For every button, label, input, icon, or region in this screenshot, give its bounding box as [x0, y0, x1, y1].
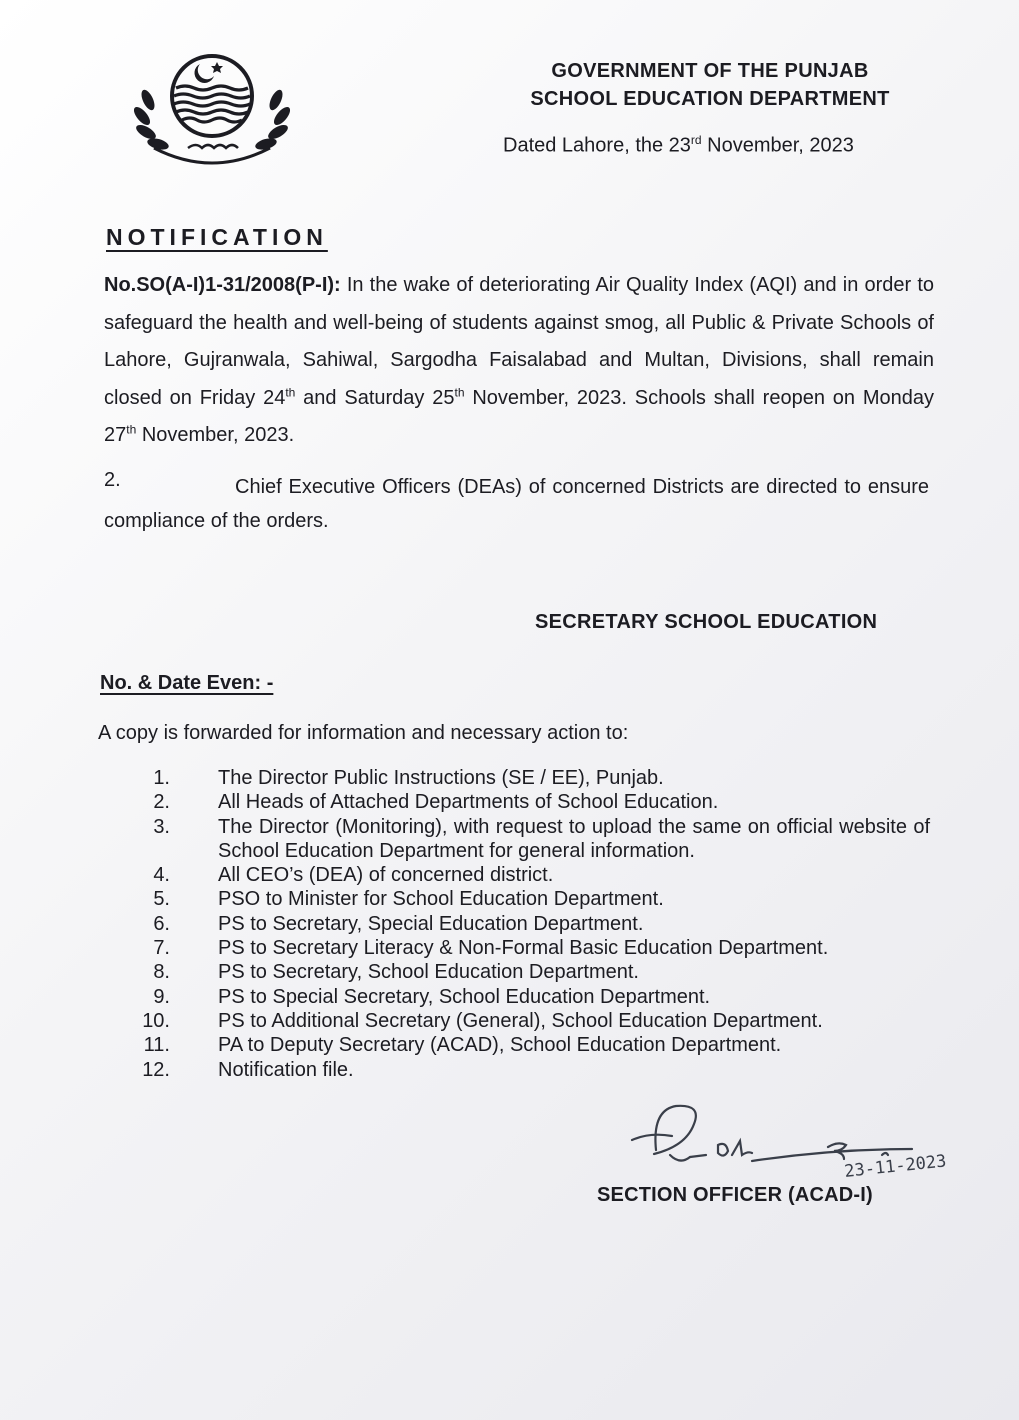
government-title: GOVERNMENT OF THE PUNJAB	[551, 60, 869, 82]
notification-paragraph-2: Chief Executive Officers (DEAs) of concerned Districts are directed to ensure compliance of the orders.	[104, 476, 929, 532]
list-item: 9. PS to Special Secretary, School Education Department.	[153, 985, 711, 1008]
paragraph-2-number: 2.	[104, 469, 121, 491]
secretary-designation: SECRETARY SCHOOL EDUCATION	[535, 611, 878, 633]
list-item: 8. PS to Secretary, School Education Department.	[153, 961, 639, 984]
section-officer-designation: SECTION OFFICER (ACAD-I)	[597, 1184, 873, 1206]
notification-paragraph-1: No.SO(A-I)1-31/2008(P-I): In the wake of deteriorating Air Quality Index (AQI) and in order to safeguard the health and well-being of students against smog, all Public & Private Schools of Lahore, Gujranwala, Sahiwal, Sargodha Faisalabad and Multan, Divisions, shall remain closed on Friday 24th and Saturday 25th November, 2023. Schools shall reopen on Monday 27th November, 2023.	[104, 274, 934, 446]
notification-title: NOTIFICATION	[106, 224, 328, 250]
punjab-government-emblem-icon	[120, 48, 305, 168]
list-item: 5. PSO to Minister for School Education Department.	[153, 888, 664, 911]
list-item: 6. PS to Secretary, Special Education Department.	[153, 912, 644, 935]
list-item: 7. PS to Secretary Literacy & Non-Formal Basic Education Department.	[153, 937, 829, 960]
handwritten-signature-icon	[620, 1095, 970, 1195]
handwritten-date: 23-11-2023	[843, 1151, 948, 1182]
recipients-list	[130, 766, 930, 1082]
notification-number: No.SO(A-I)1-31/2008(P-I):	[104, 274, 341, 296]
list-item: 4. All CEO’s (DEA) of concerned district.	[153, 864, 554, 887]
no-and-date-heading: No. & Date Even: -	[100, 672, 274, 694]
list-item: 2. All Heads of Attached Departments of School Education.	[153, 791, 719, 814]
list-item: 3. The Director (Monitoring), with request to upload the same on official website of School Education Department for general information.	[153, 815, 930, 862]
list-item: 1. The Director Public Instructions (SE / EE), Punjab.	[153, 767, 664, 789]
list-item: 10. PS to Additional Secretary (General), School Education Department.	[142, 1009, 823, 1032]
copy-forwarded-line: A copy is forwarded for information and necessary action to:	[98, 722, 629, 744]
list-item: 11. PA to Deputy Secretary (ACAD), School Education Department.	[143, 1034, 782, 1057]
list-item: 12. Notification file.	[142, 1058, 354, 1081]
department-title: SCHOOL EDUCATION DEPARTMENT	[530, 88, 890, 110]
dated-line: Dated Lahore, the 23rd November, 2023	[503, 133, 854, 157]
